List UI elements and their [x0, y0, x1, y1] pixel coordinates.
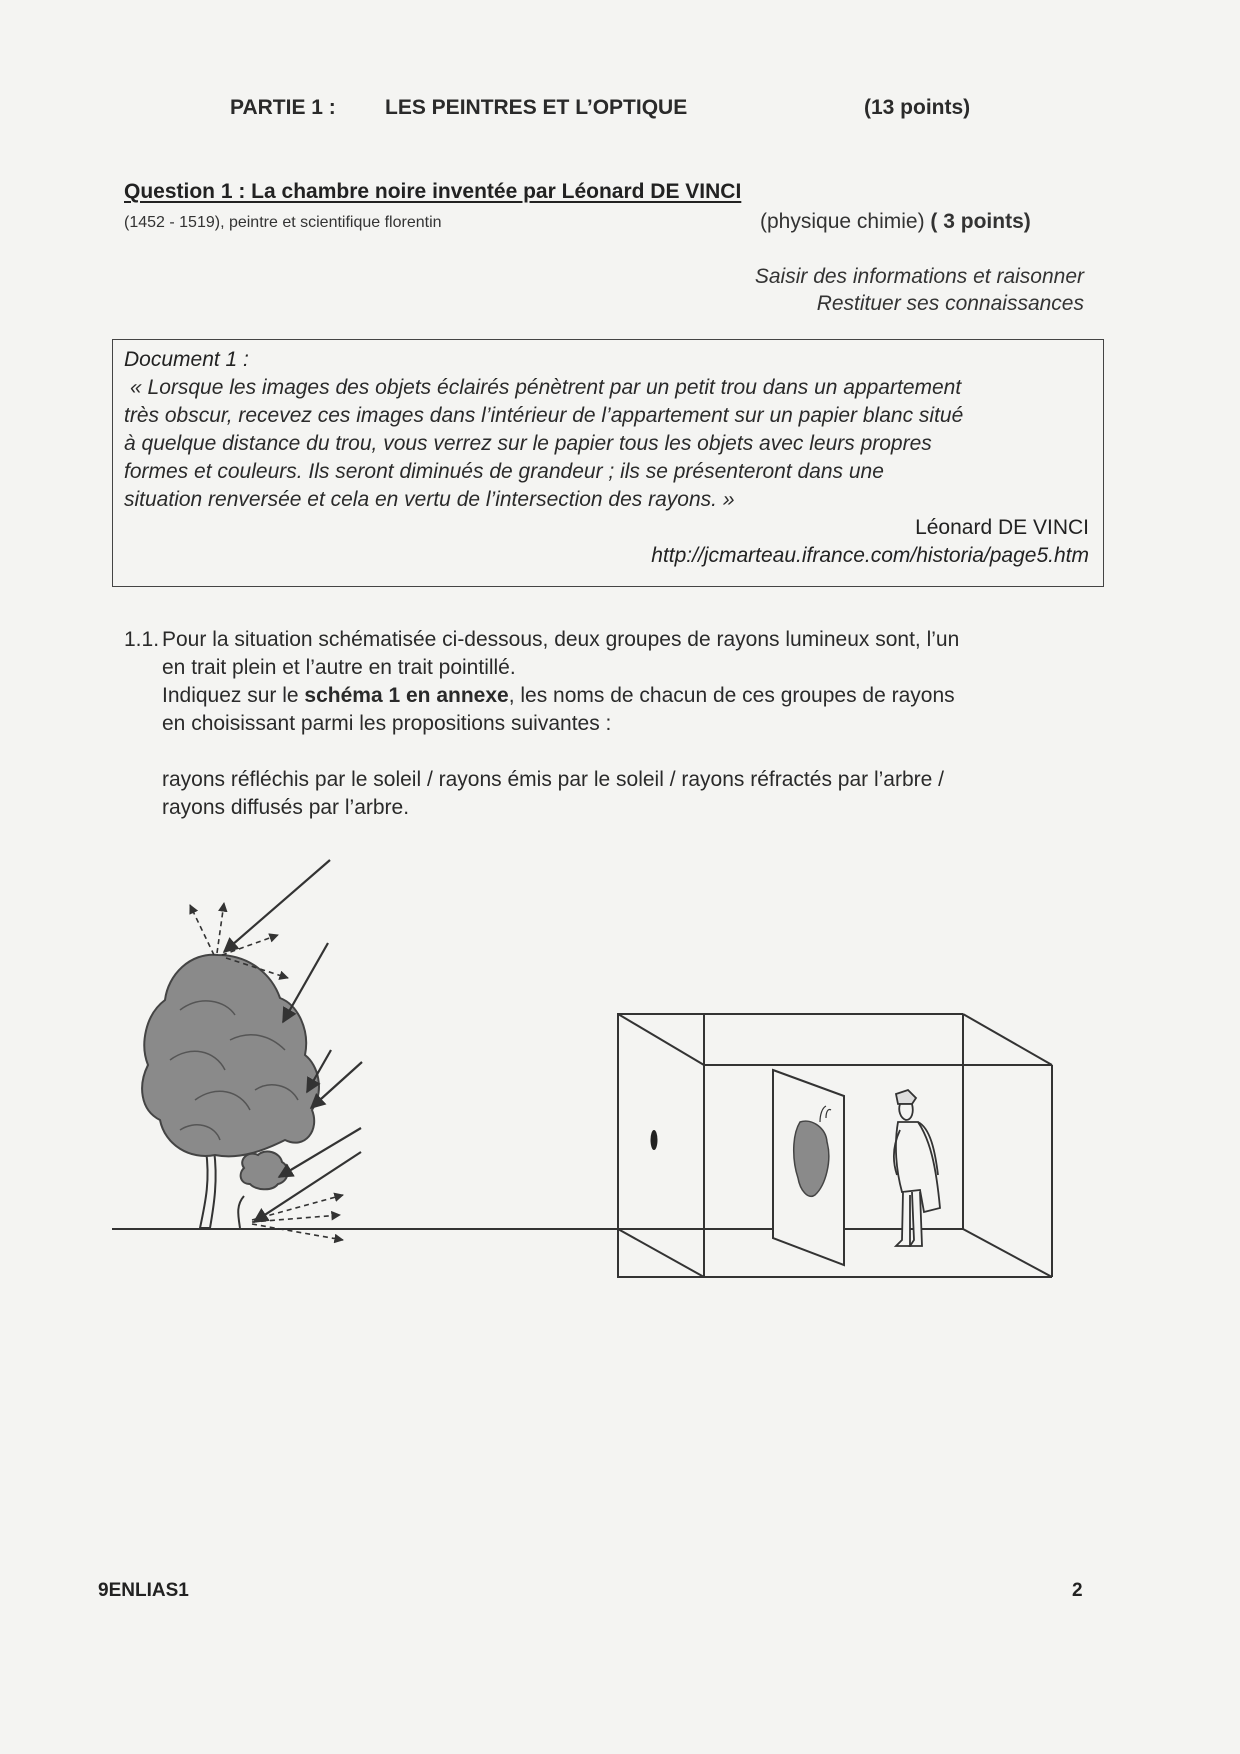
q1-1-line-4: en choisissant parmi les propositions suivantes : [162, 712, 612, 735]
document-author: Léonard DE VINCI [915, 516, 1089, 539]
question-points: ( 3 points) [930, 210, 1031, 233]
screen-paper [773, 1070, 844, 1265]
person-figure [894, 1090, 940, 1246]
pinhole [651, 1130, 658, 1150]
footer-page-number: 2 [1072, 1580, 1083, 1601]
document-url: http://jcmarteau.ifrance.com/historia/page5.htm [651, 544, 1089, 567]
q1-1-line-1: Pour la situation schématisée ci-dessous, deux groupes de rayons lumineux sont, l’un [162, 628, 960, 651]
document-line-2: très obscur, recevez ces images dans l’intérieur de l’appartement sur un papier blanc situé [124, 404, 964, 427]
document-label: Document 1 : [124, 348, 249, 371]
document-line-4: formes et couleurs. Ils seront diminués de grandeur ; ils se présenteront dans une [124, 460, 884, 483]
q1-1-line-2: en trait plein et l’autre en trait pointillé. [162, 656, 516, 679]
skill-line-1: Saisir des informations et raisonner [754, 265, 1084, 288]
document-line-3: à quelque distance du trou, vous verrez sur le papier tous les objets avec leurs propres [124, 432, 932, 455]
q1-1-number: 1.1. [124, 628, 160, 651]
q1-1-line-3-pre: Indiquez sur le [162, 684, 305, 707]
document-line-5: situation renversée et cela en vertu de l’intersection des rayons. » [124, 488, 735, 511]
question-subtitle: (1452 - 1519), peintre et scientifique florentin [124, 214, 442, 231]
q1-1-line-3-post: , les noms de chacun de ces groupes de rayons [508, 684, 955, 707]
q1-1-options-line-1: rayons réfléchis par le soleil / rayons émis par le soleil / rayons réfractés par l’arbre / [162, 768, 944, 791]
part-title: LES PEINTRES ET L’OPTIQUE [385, 96, 688, 119]
part-label: PARTIE 1 : [230, 96, 336, 119]
question-discipline: (physique chimie) [760, 210, 925, 233]
q1-1-options-line-2: rayons diffusés par l’arbre. [162, 796, 410, 819]
q1-1-annex-ref: schéma 1 en annexe [304, 684, 509, 707]
question-title: Question 1 : La chambre noire inventée par Léonard DE VINCI [124, 180, 742, 203]
footer-code: 9ENLIAS1 [98, 1580, 189, 1601]
tree [142, 955, 319, 1228]
part-points: (13 points) [864, 96, 971, 119]
skill-line-2: Restituer ses connaissances [816, 292, 1084, 315]
document-line-1: « Lorsque les images des objets éclairés pénètrent par un petit trou dans un appartement [130, 376, 962, 399]
